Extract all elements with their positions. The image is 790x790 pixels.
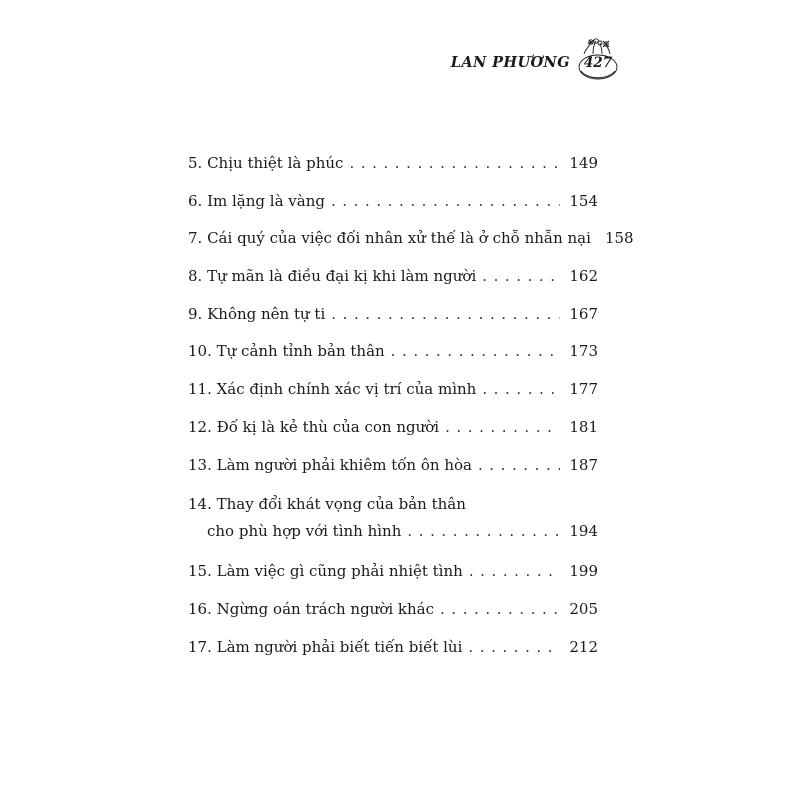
toc-entry-title: 8. Tự mãn là điều đại kị khi làm người [188, 267, 477, 286]
dot-leader [349, 145, 560, 183]
toc-entry[interactable] [188, 258, 598, 296]
author-name: LAN PHƯƠNG [450, 54, 570, 71]
toc-entry[interactable] [188, 145, 598, 183]
toc-entry-page: 187 [569, 455, 598, 474]
toc-entry-page: 158 [604, 229, 634, 248]
toc-entry[interactable] [188, 553, 598, 591]
toc-entry-title: 9. Không nên tự ti [188, 304, 326, 323]
toc-entry-title-continued: cho phù hợp với tình hình [207, 522, 402, 541]
toc-entry[interactable] [188, 447, 598, 485]
toc-entry-page: 177 [569, 380, 598, 399]
toc-entry-page: 167 [569, 304, 598, 323]
toc-entry[interactable] [188, 371, 598, 409]
toc-entry-page: 199 [569, 562, 598, 581]
dot-leader [440, 591, 560, 629]
toc-entry[interactable] [188, 484, 598, 553]
toc-entry-page: 205 [569, 599, 598, 618]
toc-entry[interactable] [188, 296, 598, 334]
toc-entry-title: 7. Cái quý của việc đối nhân xử thế là ở chỗ nhẫn nại [188, 229, 591, 248]
toc-entry-title: 15. Làm việc gì cũng phải nhiệt tình [188, 562, 463, 581]
toc-entry-title: 12. Đố kị là kẻ thù của con người [188, 417, 440, 436]
table-of-contents [188, 145, 634, 666]
toc-entry-title: 14. Thay đổi khát vọng của bản thân [188, 495, 466, 514]
toc-entry-title: 10. Tự cảnh tỉnh bản thân [188, 342, 385, 361]
toc-entry-page: 212 [569, 637, 598, 656]
toc-entry-title: 16. Ngừng oán trách người khác [188, 599, 435, 618]
toc-entry[interactable] [188, 183, 598, 221]
toc-entry[interactable] [188, 591, 598, 629]
toc-entry-title: 5. Chịu thiệt là phúc [188, 154, 344, 172]
toc-entry-page: 149 [569, 154, 598, 172]
toc-entry-page: 194 [569, 522, 598, 541]
dot-leader [482, 258, 560, 296]
toc-entry[interactable] [188, 409, 598, 447]
page-number: 427 [583, 55, 613, 71]
dot-leader [331, 183, 560, 221]
toc-entry-page: 173 [569, 342, 598, 361]
dot-leader [331, 296, 560, 334]
toc-entry-page: 162 [569, 267, 598, 286]
toc-entry-title: 6. Im lặng là vàng [188, 191, 325, 210]
toc-entry-page: 154 [569, 191, 598, 210]
toc-entry-page: 181 [569, 417, 598, 436]
toc-entry[interactable] [188, 333, 598, 371]
dot-leader [391, 333, 560, 371]
dot-leader [468, 629, 560, 667]
running-header [440, 38, 640, 88]
dot-leader [469, 553, 560, 591]
toc-entry-title: 17. Làm người phải biết tiến biết lùi [188, 637, 463, 656]
toc-entry-title: 11. Xác định chính xác vị trí của mình [188, 380, 477, 399]
dot-leader [478, 447, 560, 485]
toc-entry[interactable] [188, 629, 598, 667]
dot-leader [482, 371, 560, 409]
toc-entry-title: 13. Làm người phải khiêm tốn ôn hòa [188, 455, 472, 474]
dot-leader [445, 409, 560, 447]
dot-leader [407, 516, 560, 546]
toc-entry[interactable] [188, 220, 634, 258]
page-number-badge [576, 38, 620, 86]
